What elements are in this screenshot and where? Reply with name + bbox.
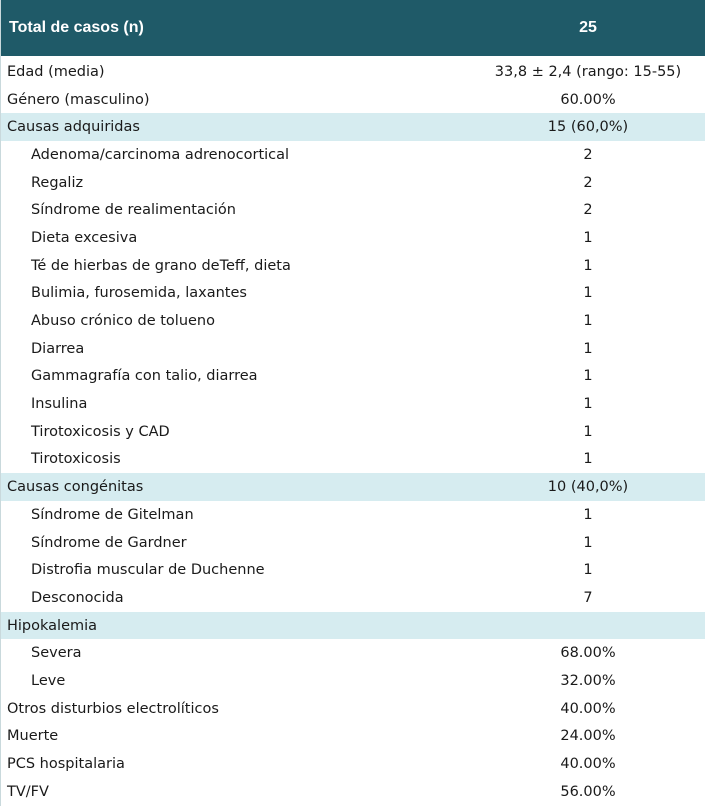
row-value: 7	[583, 589, 593, 606]
section-label: Causas congénitas	[7, 479, 144, 496]
section-row-acquired	[1, 113, 705, 141]
table-row	[1, 224, 705, 252]
row-value: 1	[583, 257, 593, 274]
section-value: 10 (40,0%)	[547, 479, 629, 496]
row-label: Tirotoxicosis	[31, 451, 121, 468]
row-label: Otros disturbios electrolíticos	[7, 700, 219, 717]
row-label: Género (masculino)	[7, 91, 150, 108]
row-value: 1	[583, 423, 593, 440]
row-label: Distrofia muscular de Duchenne	[31, 562, 265, 579]
row-value: 56.00%	[560, 783, 616, 800]
section-row-congenital	[1, 473, 705, 501]
row-value: 1	[583, 285, 593, 302]
row-value: 1	[583, 506, 593, 523]
row-label: Muerte	[7, 728, 59, 745]
row-value: 1	[583, 396, 593, 413]
table-row	[1, 363, 705, 391]
row-label: Edad (media)	[7, 63, 105, 80]
row-label: Leve	[31, 672, 66, 689]
row-label: Insulina	[31, 396, 88, 413]
row-label: Té de hierbas de grano deTeff, dieta	[31, 257, 291, 274]
table-row	[1, 778, 705, 806]
row-label: Síndrome de Gardner	[31, 534, 187, 551]
table-row	[1, 418, 705, 446]
table-row	[1, 280, 705, 308]
row-label: Tirotoxicosis y CAD	[31, 423, 170, 440]
section-value: 15 (60,0%)	[547, 119, 629, 136]
row-value: 1	[583, 368, 593, 385]
row-value: 1	[583, 229, 593, 246]
row-value: 24.00%	[560, 728, 616, 745]
table-row	[1, 390, 705, 418]
table-row	[1, 58, 705, 86]
row-value: 1	[583, 340, 593, 357]
row-value: 1	[583, 534, 593, 551]
row-label: Diarrea	[31, 340, 85, 357]
table-row	[1, 584, 705, 612]
row-label: Regaliz	[31, 174, 84, 191]
row-value: 40.00%	[560, 756, 616, 773]
row-label: Síndrome de Gitelman	[31, 506, 194, 523]
row-label: Desconocida	[31, 589, 124, 606]
row-value: 40.00%	[560, 700, 616, 717]
table-row	[1, 556, 705, 584]
row-label: Adenoma/carcinoma adrenocortical	[31, 146, 290, 163]
row-value: 32.00%	[560, 672, 616, 689]
row-value: 33,8 ± 2,4 (rango: 15-55)	[494, 63, 682, 80]
row-value: 2	[583, 174, 593, 191]
row-label: PCS hospitalaria	[7, 756, 125, 773]
table-row	[1, 169, 705, 197]
table-row	[1, 529, 705, 557]
table-row	[1, 501, 705, 529]
row-label: Bulimia, furosemida, laxantes	[31, 285, 247, 302]
row-label: Síndrome de realimentación	[31, 202, 236, 219]
table-header-row	[1, 0, 705, 58]
row-value: 2	[583, 202, 593, 219]
table-row	[1, 723, 705, 751]
table-row	[1, 750, 705, 778]
row-label: TV/FV	[7, 783, 49, 800]
table-row	[1, 446, 705, 474]
row-value: 68.00%	[560, 645, 616, 662]
row-label: Severa	[31, 645, 82, 662]
table-row	[1, 86, 705, 114]
row-value: 1	[583, 451, 593, 468]
table-row	[1, 307, 705, 335]
header-label: Total de casos (n)	[9, 19, 144, 36]
row-value: 1	[583, 313, 593, 330]
section-label: Causas adquiridas	[7, 119, 140, 136]
row-label: Dieta excesiva	[31, 229, 138, 246]
row-value: 2	[583, 146, 593, 163]
table-row	[1, 639, 705, 667]
table-row	[1, 252, 705, 280]
table-row	[1, 141, 705, 169]
table-row	[1, 335, 705, 363]
row-value: 60.00%	[560, 91, 616, 108]
table-row	[1, 695, 705, 723]
section-row-hypokalemia	[1, 612, 705, 640]
row-label: Abuso crónico de tolueno	[31, 313, 215, 330]
row-value: 1	[583, 562, 593, 579]
table-row	[1, 667, 705, 695]
row-label: Gammagrafía con talio, diarrea	[31, 368, 258, 385]
header-value: 25	[579, 19, 597, 36]
table-row	[1, 196, 705, 224]
section-label: Hipokalemia	[7, 617, 98, 634]
